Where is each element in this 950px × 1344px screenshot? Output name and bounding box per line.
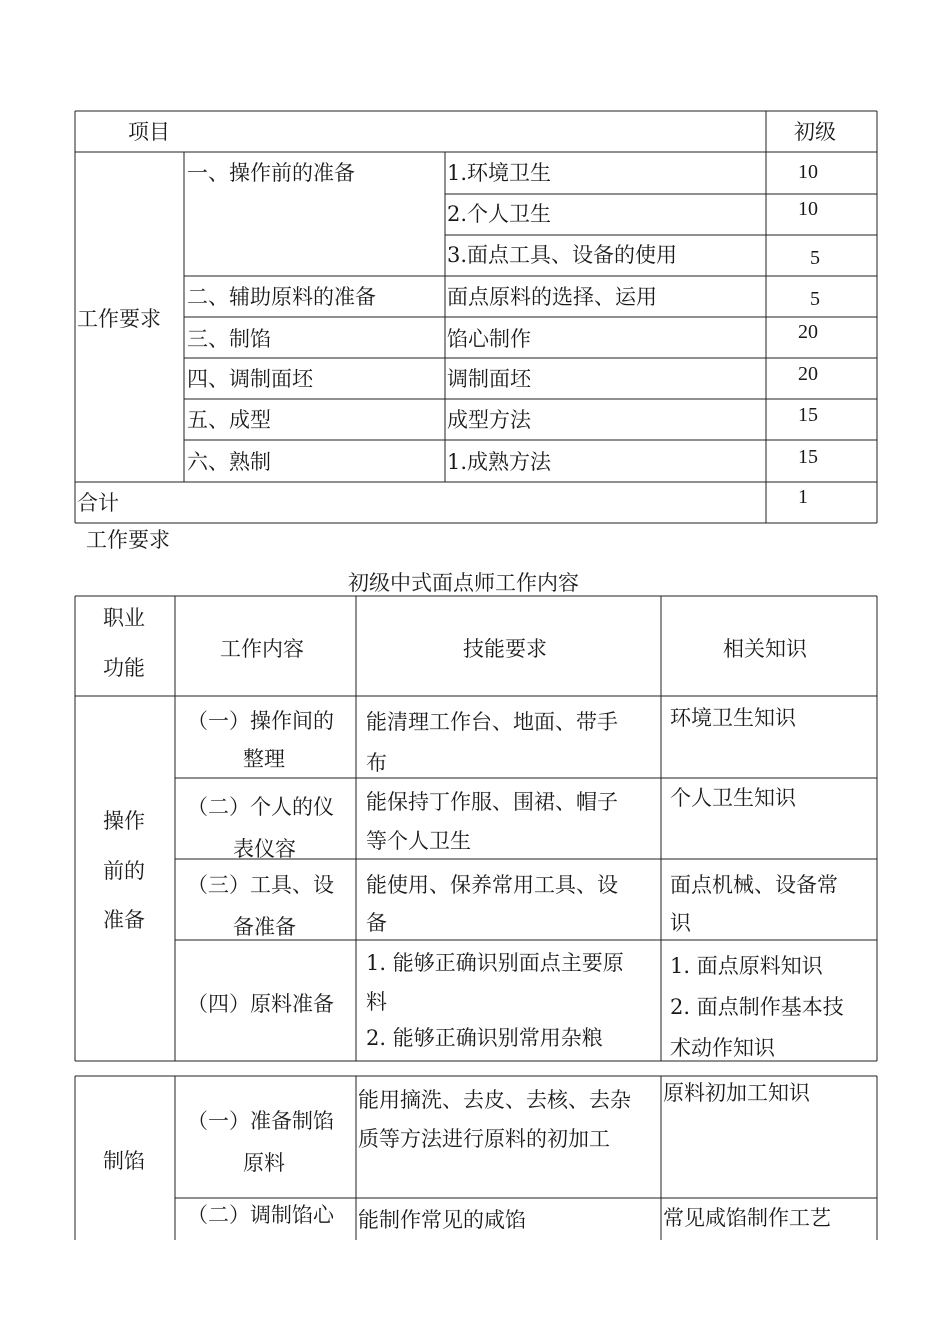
table1-category: 工作要求 <box>77 307 161 331</box>
table2-skill: 1. 能够正确识别面点主要原 <box>366 951 624 975</box>
table2-knowledge: 术动作知识 <box>670 1036 775 1060</box>
table1-total-label: 合计 <box>77 491 119 515</box>
table1-item: 1.成熟方法 <box>447 450 552 474</box>
table2-skill: 能用摘洗、去皮、去核、去杂 <box>358 1088 631 1112</box>
table2-skill: 布 <box>366 751 387 775</box>
table1-score: 15 <box>798 404 818 426</box>
table1-header-level: 初级 <box>794 120 836 144</box>
table2-header-content: 工作内容 <box>220 637 304 661</box>
table1-section: 六、熟制 <box>187 450 271 474</box>
table1-section: 五、成型 <box>187 408 271 432</box>
table2-skill: 能清理工作台、地面、带手 <box>366 710 618 734</box>
table2-header-function: 功能 <box>103 656 145 680</box>
table2-knowledge: 环境卫生知识 <box>670 706 796 730</box>
table2-knowledge: 面点机械、设备常 <box>670 873 838 897</box>
table2-content: 备准备 <box>233 915 296 939</box>
table2-content: （一）准备制馅 <box>187 1109 334 1133</box>
table1-score: 20 <box>798 363 818 385</box>
table1-score: 5 <box>810 247 820 269</box>
table1-item: 成型方法 <box>447 408 531 432</box>
table2-skill: 能保持丁作服、围裙、帽子 <box>366 790 618 814</box>
table2-knowledge: 识 <box>670 911 691 935</box>
table2-function: 操作 <box>103 809 145 833</box>
table1-section: 一、操作前的准备 <box>187 161 355 185</box>
table2-content: 整理 <box>243 747 285 771</box>
table2-skill: 料 <box>366 990 387 1014</box>
table1-item: 调制面坯 <box>447 367 531 391</box>
table2-content: （四）原料准备 <box>187 992 334 1016</box>
table1-item: 馅心制作 <box>447 327 531 351</box>
table2-function: 前的 <box>103 859 145 883</box>
table2-knowledge: 个人卫生知识 <box>670 786 796 810</box>
table2-content: （二）个人的仪 <box>187 795 334 819</box>
table2-skill: 2. 能够正确识别常用杂粮 <box>366 1026 603 1050</box>
table2-skill: 备 <box>366 911 387 935</box>
table1-item: 1.环境卫生 <box>447 161 552 185</box>
table2-function: 准备 <box>103 908 145 932</box>
table2-content: 原料 <box>243 1151 285 1175</box>
table2-skill: 能使用、保养常用工具、设 <box>366 873 618 897</box>
table2-knowledge: 2. 面点制作基本技 <box>670 995 844 1019</box>
table1-item: 3.面点工具、设备的使用 <box>447 243 678 267</box>
table2-function: 制馅 <box>103 1149 145 1173</box>
table1-total-value: 1 <box>798 486 808 508</box>
table1-item: 面点原料的选择、运用 <box>447 285 657 309</box>
table1-score: 5 <box>810 288 820 310</box>
table2-knowledge: 常见咸馅制作工艺 <box>663 1206 831 1230</box>
table2-content: （三）工具、设 <box>187 873 334 897</box>
table1-header-project: 项目 <box>128 120 170 144</box>
table2-skill: 能制作常见的咸馅 <box>358 1208 526 1232</box>
table1-section: 四、调制面坯 <box>187 367 313 391</box>
table2-content: 表仪容 <box>233 837 296 861</box>
table1-item: 2.个人卫生 <box>447 202 552 226</box>
table1-section: 三、制馅 <box>187 327 271 351</box>
table2-skill: 等个人卫生 <box>366 829 471 853</box>
table2-title: 初级中式面点师工作内容 <box>348 571 579 595</box>
table2-skill: 质等方法进行原料的初加工 <box>358 1127 610 1151</box>
table2-header-function: 职业 <box>103 606 145 630</box>
table2-content: （一）操作间的 <box>187 709 334 733</box>
table2-knowledge: 原料初加工知识 <box>663 1081 810 1105</box>
table1-score: 15 <box>798 446 818 468</box>
table1-section: 二、辅助原料的准备 <box>187 285 376 309</box>
section-heading: 工作要求 <box>86 528 170 552</box>
table2-knowledge: 1. 面点原料知识 <box>670 954 823 978</box>
table1-score: 10 <box>798 198 818 220</box>
table2-header-skill: 技能要求 <box>463 637 547 661</box>
table1-score: 20 <box>798 321 818 343</box>
table2-content: （二）调制馅心 <box>187 1203 334 1227</box>
table2-header-knowledge: 相关知识 <box>723 637 807 661</box>
table1-score: 10 <box>798 161 818 183</box>
